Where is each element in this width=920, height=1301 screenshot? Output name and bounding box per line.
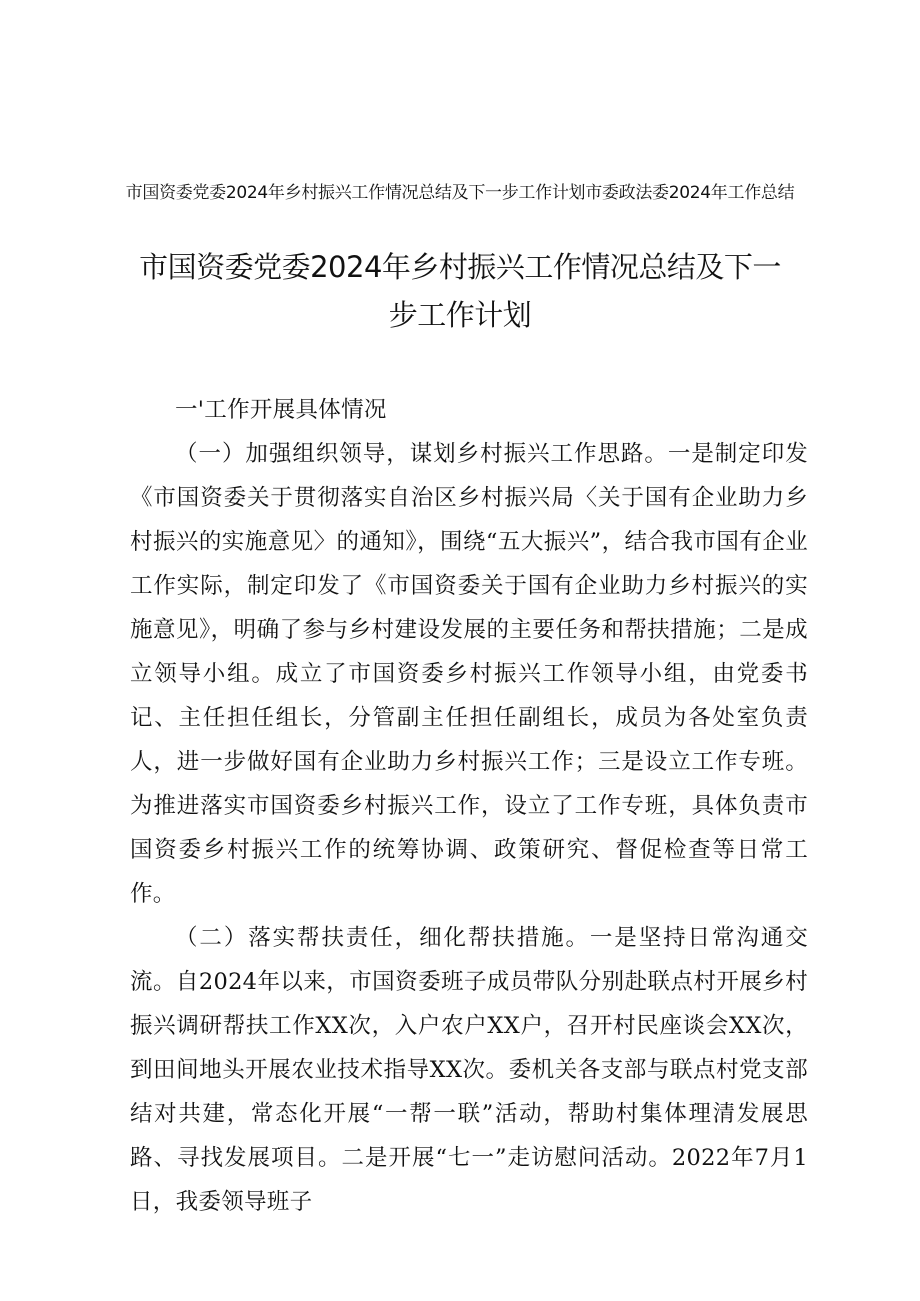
paragraph-1: （一）加强组织领导，谋划乡村振兴工作思路。一是制定印发《市国资委关于贯彻落实自治区乡村振兴局〈关于国有企业助力乡村振兴的实施意见〉的通知》，围绕“五大振兴”，结合我市国有企业工作实际，制定印发了《市国资委关于国有企业助力乡村振兴的实施意见》，明确了参与乡村建设发展的主要任务和帮扶措施；二是成立领导小组。成立了市国资委乡村振兴工作领导小组，由党委书记、主任担任组长，分管副主任担任副组长，成员为各处室负责人，进一步做好国有企业助力乡村振兴工作；三是设立工作专班。为推进落实市国资委乡村振兴工作，设立了工作专班，具体负责市国资委乡村振兴工作的统筹协调、政策研究、督促检查等日常工作。 bbox=[130, 441, 808, 907]
document-title: 市国资委党委2024年乡村振兴工作情况总结及下一步工作计划 bbox=[139, 250, 781, 332]
document-header: 市国资委党委2024年乡村振兴工作情况总结及下一步工作计划市委政法委2024年工作总结 bbox=[125, 183, 795, 203]
paragraph-2: （二）落实帮扶责任，细化帮扶措施。一是坚持日常沟通交流。自2024年以来，市国资委班子成员带队分别赴联点村开展乡村振兴调研帮扶工作XX次，入户农户XX户，召开村民座谈会XX次，到田间地头开展农业技术指导XX次。委机关各支部与联点村党支部结对共建，常态化开展“一帮一联”活动，帮助村集体理清发展思路、寻找发展项目。二是开展“七一”走访慰问活动。2022年7月1日，我委领导班子 bbox=[130, 925, 808, 1215]
document-body bbox=[130, 388, 808, 1224]
section-heading: 一'工作开展具体情况 bbox=[175, 397, 387, 423]
